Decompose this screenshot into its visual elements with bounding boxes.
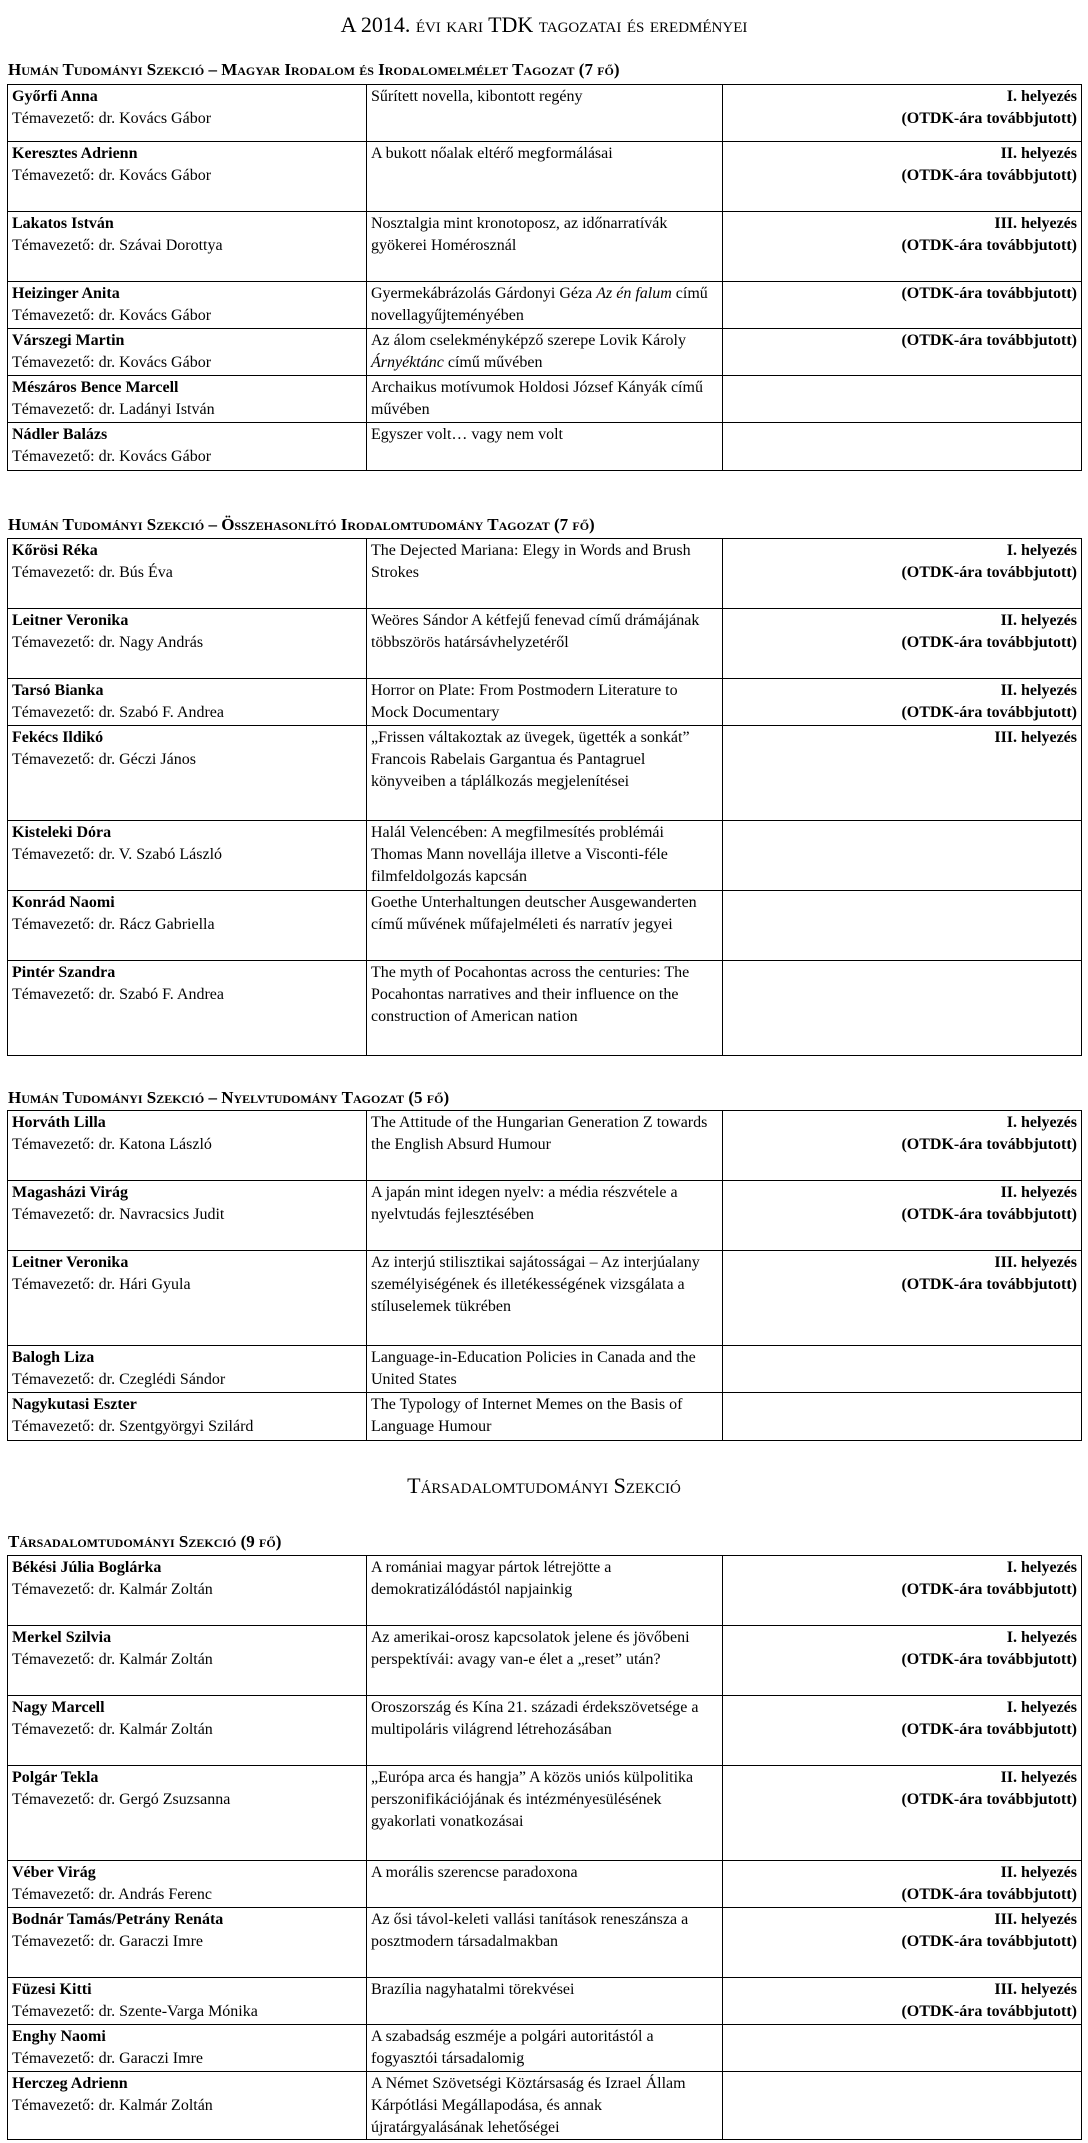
thesis-title: Brazília nagyhatalmi törekvései — [371, 1981, 575, 1998]
thesis-title-cell — [367, 1696, 723, 1766]
otdk-status: (OTDK-ára továbbjutott) — [901, 1206, 1077, 1223]
placement: II. helyezés — [1000, 1864, 1077, 1881]
results-table — [7, 84, 1082, 471]
table-row — [8, 1181, 1082, 1251]
thesis-title: The Attitude of the Hungarian Generation Z towards the English Absurd Humour — [371, 1114, 708, 1153]
supervisor: Témavezető: dr. Gergó Zsuzsanna — [12, 1791, 231, 1808]
supervisor: Témavezető: dr. Nagy András — [12, 634, 204, 651]
thesis-title-cell — [367, 1626, 723, 1696]
supervisor: Témavezető: dr. Kovács Gábor — [12, 448, 212, 465]
result-cell — [723, 539, 1082, 609]
student-name: Tarsó Bianka — [12, 682, 104, 699]
table-row — [8, 1251, 1082, 1346]
result-cell — [723, 679, 1082, 726]
thesis-title: Halál Velencében: A megfilmesítés problémái Thomas Mann novellája illetve a Visconti-féle filmfeldolgozás kapcsán — [371, 824, 668, 885]
student-cell — [8, 726, 367, 821]
result-cell — [723, 1556, 1082, 1626]
student-cell — [8, 1766, 367, 1861]
student-cell — [8, 539, 367, 609]
placement: II. helyezés — [1000, 145, 1077, 162]
table-row — [8, 1766, 1082, 1861]
student-cell — [8, 212, 367, 282]
placement: I. helyezés — [1006, 1559, 1077, 1576]
otdk-status: (OTDK-ára továbbjutott) — [901, 237, 1077, 254]
result-cell — [723, 1181, 1082, 1251]
table-row — [8, 679, 1082, 726]
student-name: Kisteleki Dóra — [12, 824, 112, 841]
result-cell — [723, 2025, 1082, 2072]
thesis-title: Gyermekábrázolás Gárdonyi Géza Az én falum című novellagyűjteményében — [371, 285, 708, 324]
supervisor: Témavezető: dr. Kalmár Zoltán — [12, 1581, 213, 1598]
table-row — [8, 821, 1082, 891]
placement: III. helyezés — [994, 1981, 1077, 1998]
table-row — [8, 726, 1082, 821]
student-cell — [8, 1908, 367, 1978]
placement: III. helyezés — [994, 729, 1077, 746]
thesis-title-cell — [367, 891, 723, 961]
thesis-title: Oroszország és Kína 21. századi érdekszövetsége a multipoláris világrend létrehozásában — [371, 1699, 699, 1738]
student-name: Herczeg Adrienn — [12, 2075, 128, 2092]
result-cell — [723, 1251, 1082, 1346]
student-name: Enghy Naomi — [12, 2028, 106, 2045]
student-cell — [8, 1556, 367, 1626]
thesis-title-cell — [367, 2025, 723, 2072]
placement: II. helyezés — [1000, 1769, 1077, 1786]
document-title: A 2014. évi kari TDK tagozatai és eredményei — [340, 12, 748, 37]
placement: I. helyezés — [1006, 1114, 1077, 1131]
supervisor: Témavezető: dr. Kalmár Zoltán — [12, 2097, 213, 2114]
table-row — [8, 1978, 1082, 2025]
table-row — [8, 539, 1082, 609]
student-name: Füzesi Kitti — [12, 1981, 92, 1998]
table-row — [8, 85, 1082, 142]
result-cell — [723, 891, 1082, 961]
student-cell — [8, 609, 367, 679]
results-table — [7, 1555, 1082, 2140]
thesis-title: A romániai magyar pártok létrejötte a demokratizálódástól napjainkig — [371, 1559, 612, 1598]
thesis-title-cell — [367, 142, 723, 212]
thesis-title-cell — [367, 1393, 723, 1441]
student-name: Magasházi Virág — [12, 1184, 128, 1201]
table-row — [8, 142, 1082, 212]
result-cell — [723, 1861, 1082, 1908]
student-name: Nádler Balázs — [12, 426, 108, 443]
supervisor: Témavezető: dr. Garaczi Imre — [12, 2050, 203, 2067]
supervisor: Témavezető: dr. Kovács Gábor — [12, 167, 212, 184]
supervisor: Témavezető: dr. Szávai Dorottya — [12, 237, 223, 254]
supervisor: Témavezető: dr. Kovács Gábor — [12, 307, 212, 324]
result-cell — [723, 821, 1082, 891]
student-cell — [8, 142, 367, 212]
otdk-status: (OTDK-ára továbbjutott) — [901, 110, 1077, 127]
thesis-title-cell — [367, 282, 723, 329]
otdk-status: (OTDK-ára továbbjutott) — [901, 1721, 1077, 1738]
thesis-title: The myth of Pocahontas across the centuries: The Pocahontas narratives and their influence on the construction of American nation — [371, 964, 690, 1025]
student-name: Heizinger Anita — [12, 285, 120, 302]
section-heading: Társadalomtudományi Szekció — [407, 1473, 681, 1498]
thesis-title-cell — [367, 609, 723, 679]
student-cell — [8, 891, 367, 961]
otdk-status: (OTDK-ára továbbjutott) — [901, 634, 1077, 651]
thesis-title: Weöres Sándor A kétfejű fenevad című drámájának többszörös határsávhelyzetéről — [371, 612, 700, 651]
table-row — [8, 961, 1082, 1056]
student-cell — [8, 1181, 367, 1251]
supervisor: Témavezető: dr. Navracsics Judit — [12, 1206, 225, 1223]
student-name: Győrfi Anna — [12, 88, 98, 105]
result-cell — [723, 212, 1082, 282]
student-cell — [8, 1346, 367, 1393]
otdk-status: (OTDK-ára továbbjutott) — [901, 1933, 1077, 1950]
supervisor: Témavezető: dr. Szente-Varga Mónika — [12, 2003, 258, 2020]
table-row — [8, 2025, 1082, 2072]
result-cell — [723, 1346, 1082, 1393]
student-cell — [8, 282, 367, 329]
thesis-title: The Dejected Mariana: Elegy in Words and Brush Strokes — [371, 542, 691, 581]
thesis-title-cell — [367, 376, 723, 423]
student-name: Nagy Marcell — [12, 1699, 105, 1716]
student-name: Horváth Lilla — [12, 1114, 106, 1131]
otdk-status: (OTDK-ára továbbjutott) — [901, 704, 1077, 721]
thesis-title: A bukott nőalak eltérő megformálásai — [371, 145, 613, 162]
result-cell — [723, 1908, 1082, 1978]
thesis-title: A szabadság eszméje a polgári autoritástól a fogyasztói társadalomig — [371, 2028, 654, 2067]
thesis-title-cell — [367, 1908, 723, 1978]
result-cell — [723, 2072, 1082, 2140]
supervisor: Témavezető: dr. Géczi János — [12, 751, 196, 768]
table-row — [8, 329, 1082, 376]
student-name: Polgár Tekla — [12, 1769, 99, 1786]
student-name: Leitner Veronika — [12, 1254, 129, 1271]
result-cell — [723, 423, 1082, 471]
otdk-status: (OTDK-ára továbbjutott) — [901, 1276, 1077, 1293]
thesis-title-cell — [367, 1766, 723, 1861]
student-name: Balogh Liza — [12, 1349, 95, 1366]
result-cell — [723, 1766, 1082, 1861]
student-cell — [8, 376, 367, 423]
student-cell — [8, 1626, 367, 1696]
student-cell — [8, 1696, 367, 1766]
supervisor: Témavezető: dr. Kovács Gábor — [12, 354, 212, 371]
section-caption: Humán Tudományi Szekció – Összehasonlító Irodalomtudomány Tagozat (7 fő) — [8, 515, 595, 534]
thesis-title-cell — [367, 1978, 723, 2025]
supervisor: Témavezető: dr. Garaczi Imre — [12, 1933, 203, 1950]
student-name: Kőrösi Réka — [12, 542, 98, 559]
student-name: Bodnár Tamás/Petrány Renáta — [12, 1911, 224, 1928]
thesis-title: Nosztalgia mint kronotoposz, az időnarratívák gyökerei Homérosznál — [371, 215, 668, 254]
placement: I. helyezés — [1006, 1629, 1077, 1646]
supervisor: Témavezető: dr. Ladányi István — [12, 401, 215, 418]
placement: I. helyezés — [1006, 1699, 1077, 1716]
thesis-title: Az álom cselekményképző szerepe Lovik Károly Árnyéktánc című művében — [371, 332, 686, 371]
table-row — [8, 1696, 1082, 1766]
student-name: Lakatos István — [12, 215, 114, 232]
italic-work-title: Árnyéktánc — [371, 354, 444, 371]
otdk-status: (OTDK-ára továbbjutott) — [901, 167, 1077, 184]
table-row — [8, 609, 1082, 679]
result-cell — [723, 85, 1082, 142]
table-row — [8, 212, 1082, 282]
student-cell — [8, 1861, 367, 1908]
placement: II. helyezés — [1000, 682, 1077, 699]
otdk-status: (OTDK-ára továbbjutott) — [901, 1791, 1077, 1808]
thesis-title: A Német Szövetségi Köztársaság és Izrael Állam Kárpótlási Megállapodása, és annak újratárgyalásának lehetőségei — [371, 2075, 686, 2136]
table-row — [8, 376, 1082, 423]
table-row — [8, 1111, 1082, 1181]
result-cell — [723, 1626, 1082, 1696]
supervisor: Témavezető: dr. Kovács Gábor — [12, 110, 212, 127]
result-cell — [723, 1978, 1082, 2025]
table-row — [8, 1861, 1082, 1908]
student-cell — [8, 1251, 367, 1346]
thesis-title-cell — [367, 726, 723, 821]
student-cell — [8, 961, 367, 1056]
supervisor: Témavezető: dr. Bús Éva — [12, 564, 173, 581]
student-cell — [8, 2025, 367, 2072]
italic-work-title: Az én falum — [596, 285, 672, 302]
placement: I. helyezés — [1006, 542, 1077, 559]
results-table — [7, 1110, 1082, 1441]
thesis-title-cell — [367, 1111, 723, 1181]
supervisor: Témavezető: dr. Szentgyörgyi Szilárd — [12, 1418, 254, 1435]
student-name: Mészáros Bence Marcell — [12, 379, 179, 396]
thesis-title-cell — [367, 329, 723, 376]
thesis-title: Az amerikai-orosz kapcsolatok jelene és jövőbeni perspektívái: avagy van-e élet a „reset” után? — [371, 1629, 690, 1668]
student-name: Leitner Veronika — [12, 612, 129, 629]
student-name: Nagykutasi Eszter — [12, 1396, 137, 1413]
thesis-title-cell — [367, 539, 723, 609]
student-name: Keresztes Adrienn — [12, 145, 138, 162]
thesis-title-cell — [367, 1556, 723, 1626]
thesis-title-cell — [367, 2072, 723, 2140]
placement: III. helyezés — [994, 215, 1077, 232]
result-cell — [723, 1696, 1082, 1766]
student-cell — [8, 679, 367, 726]
student-name: Merkel Szilvia — [12, 1629, 112, 1646]
result-cell — [723, 329, 1082, 376]
table-row — [8, 1908, 1082, 1978]
results-table — [7, 538, 1082, 1056]
thesis-title-cell — [367, 1861, 723, 1908]
otdk-status: (OTDK-ára továbbjutott) — [901, 1136, 1077, 1153]
result-cell — [723, 726, 1082, 821]
section-caption: Humán Tudományi Szekció – Nyelvtudomány Tagozat (5 fő) — [8, 1088, 450, 1107]
supervisor: Témavezető: dr. Szabó F. Andrea — [12, 704, 224, 721]
student-name: Várszegi Martin — [12, 332, 125, 349]
thesis-title: Az ősi távol-keleti vallási tanítások reneszánsza a posztmodern társadalmakban — [371, 1911, 689, 1950]
thesis-title-cell — [367, 1181, 723, 1251]
student-cell — [8, 85, 367, 142]
result-cell — [723, 142, 1082, 212]
result-cell — [723, 282, 1082, 329]
result-cell — [723, 1393, 1082, 1441]
student-name: Konrád Naomi — [12, 894, 115, 911]
thesis-title: A morális szerencse paradoxona — [371, 1864, 578, 1881]
thesis-title-cell — [367, 961, 723, 1056]
section-caption: Humán Tudományi Szekció – Magyar Irodalom és Irodalomelmélet Tagozat (7 fő) — [8, 60, 620, 79]
otdk-status: (OTDK-ára továbbjutott) — [901, 1581, 1077, 1598]
thesis-title: Language-in-Education Policies in Canada and the United States — [371, 1349, 696, 1388]
student-name: Pintér Szandra — [12, 964, 116, 981]
table-row — [8, 891, 1082, 961]
student-cell — [8, 423, 367, 471]
thesis-title-cell — [367, 85, 723, 142]
thesis-title-cell — [367, 212, 723, 282]
student-cell — [8, 329, 367, 376]
student-cell — [8, 1111, 367, 1181]
placement: I. helyezés — [1006, 88, 1077, 105]
thesis-title: Archaikus motívumok Holdosi József Kányák című művében — [371, 379, 703, 418]
table-row — [8, 423, 1082, 471]
otdk-status: (OTDK-ára továbbjutott) — [901, 2003, 1077, 2020]
placement: III. helyezés — [994, 1254, 1077, 1271]
student-cell — [8, 1978, 367, 2025]
thesis-title: Az interjú stilisztikai sajátosságai – Az interjúalany személyiségének és illetékességének vizsgálata a stíluselemek tükrében — [371, 1254, 700, 1315]
thesis-title: A japán mint idegen nyelv: a média részvétele a nyelvtudás fejlesztésében — [371, 1184, 678, 1223]
thesis-title: The Typology of Internet Memes on the Basis of Language Humour — [371, 1396, 683, 1435]
table-row — [8, 1626, 1082, 1696]
result-cell — [723, 1111, 1082, 1181]
otdk-status: (OTDK-ára továbbjutott) — [901, 332, 1077, 349]
thesis-title-cell — [367, 1251, 723, 1346]
supervisor: Témavezető: dr. V. Szabó László — [12, 846, 223, 863]
student-name: Békési Júlia Boglárka — [12, 1559, 162, 1576]
thesis-title: „Frissen váltakoztak az üvegek, ügették a sonkát” Francois Rabelais Gargantua és Pantagruel könyveiben a táplálkozás megjelenítései — [371, 729, 690, 790]
placement: II. helyezés — [1000, 1184, 1077, 1201]
thesis-title: Horror on Plate: From Postmodern Literature to Mock Documentary — [371, 682, 678, 721]
table-row — [8, 1393, 1082, 1441]
student-cell — [8, 2072, 367, 2140]
result-cell — [723, 376, 1082, 423]
otdk-status: (OTDK-ára továbbjutott) — [901, 564, 1077, 581]
student-name: Fekécs Ildikó — [12, 729, 104, 746]
placement: II. helyezés — [1000, 612, 1077, 629]
student-cell — [8, 821, 367, 891]
placement: III. helyezés — [994, 1911, 1077, 1928]
result-cell — [723, 609, 1082, 679]
result-cell — [723, 961, 1082, 1056]
supervisor: Témavezető: dr. Katona László — [12, 1136, 212, 1153]
section-caption: Társadalomtudományi Szekció (9 fő) — [8, 1532, 282, 1551]
otdk-status: (OTDK-ára továbbjutott) — [901, 285, 1077, 302]
thesis-title-cell — [367, 821, 723, 891]
supervisor: Témavezető: dr. Czeglédi Sándor — [12, 1371, 226, 1388]
thesis-title: Egyszer volt… vagy nem volt — [371, 426, 563, 443]
thesis-title: „Európa arca és hangja” A közös uniós külpolitika perszonifikációjának és intézményesülésének gyakorlati vonatkozásai — [371, 1769, 694, 1830]
supervisor: Témavezető: dr. András Ferenc — [12, 1886, 212, 1903]
supervisor: Témavezető: dr. Hári Gyula — [12, 1276, 191, 1293]
table-row — [8, 282, 1082, 329]
supervisor: Témavezető: dr. Rácz Gabriella — [12, 916, 215, 933]
supervisor: Témavezető: dr. Szabó F. Andrea — [12, 986, 224, 1003]
thesis-title-cell — [367, 1346, 723, 1393]
table-row — [8, 2072, 1082, 2140]
thesis-title-cell — [367, 679, 723, 726]
otdk-status: (OTDK-ára továbbjutott) — [901, 1651, 1077, 1668]
table-row — [8, 1556, 1082, 1626]
thesis-title-cell — [367, 423, 723, 471]
supervisor: Témavezető: dr. Kalmár Zoltán — [12, 1721, 213, 1738]
thesis-title: Sűrített novella, kibontott regény — [371, 88, 583, 105]
student-cell — [8, 1393, 367, 1441]
supervisor: Témavezető: dr. Kalmár Zoltán — [12, 1651, 213, 1668]
thesis-title: Goethe Unterhaltungen deutscher Ausgewanderten című művének műfajelméleti és narratív jegyei — [371, 894, 697, 933]
otdk-status: (OTDK-ára továbbjutott) — [901, 1886, 1077, 1903]
table-row — [8, 1346, 1082, 1393]
student-name: Véber Virág — [12, 1864, 96, 1881]
